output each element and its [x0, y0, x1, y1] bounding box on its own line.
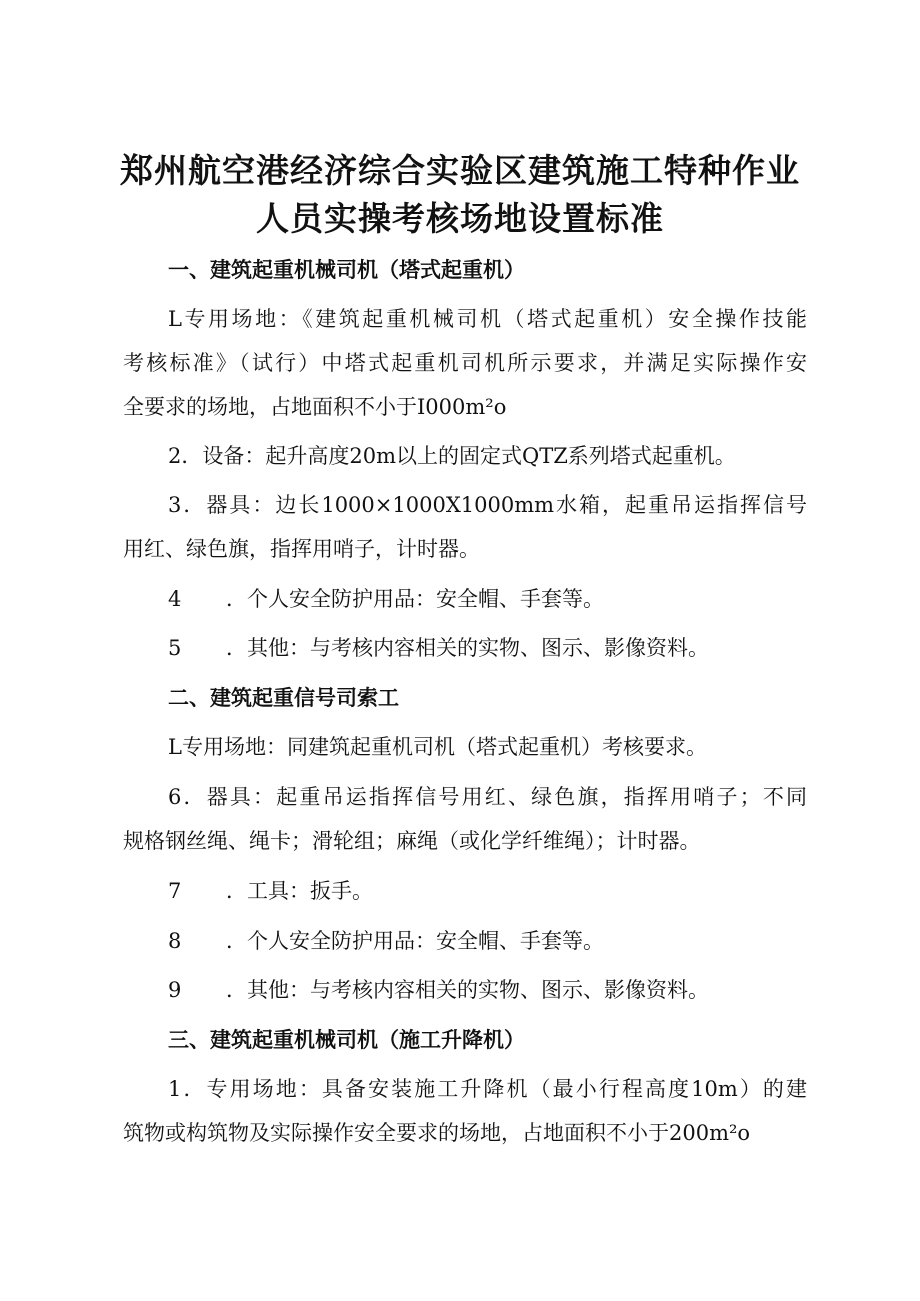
section-3-item-1-line-2: 筑物或构筑物及实际操作安全要求的场地，占地面积不小于200m²o: [123, 1121, 751, 1145]
document-title-line-2: 人员实操考核场地设置标准: [256, 199, 664, 238]
section-1-item-3-line-1: 3．器具：边长1000×1000X1000mm水箱，起重吊运指挥信号: [168, 493, 807, 517]
section-2-heading: 二、建筑起重信号司索工: [168, 686, 399, 710]
item-number: 8: [168, 929, 182, 953]
section-1-item-1-line-1: L专用场地：《建筑起重机械司机（塔式起重机）安全操作技能: [168, 307, 807, 331]
item-number: 9: [168, 978, 182, 1002]
section-2-item-1: L专用场地：同建筑起重机司机（塔式起重机）考核要求。: [168, 735, 707, 759]
item-text: ．其他：与考核内容相关的实物、图示、影像资料。: [226, 978, 709, 1002]
item-text: ．工具：扳手。: [226, 879, 373, 903]
section-1-item-3-line-2: 用红、绿色旗，指挥用哨子，计时器。: [123, 537, 480, 561]
item-text: ．其他：与考核内容相关的实物、图示、影像资料。: [226, 636, 709, 660]
section-1-heading: 一、建筑起重机械司机（塔式起重机）: [168, 258, 525, 282]
section-2-item-4: [168, 925, 604, 955]
section-2-item-5: [168, 974, 709, 1004]
item-number: 7: [168, 879, 182, 903]
item-text: ．个人安全防护用品：安全帽、手套等。: [226, 587, 604, 611]
section-2-item-2-line-1: 6．器具：起重吊运指挥信号用红、绿色旗，指挥用哨子；不同: [168, 785, 807, 809]
section-1-item-5: [168, 632, 709, 662]
section-3-heading: 三、建筑起重机械司机（施工升降机）: [168, 1028, 525, 1052]
section-2-item-2-line-2: 规格钢丝绳、绳卡；滑轮组；麻绳（或化学纤维绳）；计时器。: [123, 829, 701, 853]
section-3-item-1-line-1: 1．专用场地：具备安装施工升降机（最小行程高度10m）的建: [168, 1077, 807, 1101]
item-number: 5: [168, 636, 182, 660]
item-number: 4: [168, 587, 182, 611]
section-1-item-1-line-2: 考核标准》（试行）中塔式起重机司机所示要求，并满足实际操作安: [123, 351, 807, 375]
section-1-item-1-line-3: 全要求的场地，占地面积不小于I000m²o: [123, 395, 507, 419]
document-title-line-1: 郑州航空港经济综合实验区建筑施工特种作业: [120, 151, 800, 190]
item-text: ．个人安全防护用品：安全帽、手套等。: [226, 929, 604, 953]
section-1-item-4: [168, 583, 604, 613]
section-1-item-2: 2．设备：起升高度20m以上的固定式QTZ系列塔式起重机。: [168, 444, 736, 468]
section-2-item-3: [168, 875, 373, 905]
